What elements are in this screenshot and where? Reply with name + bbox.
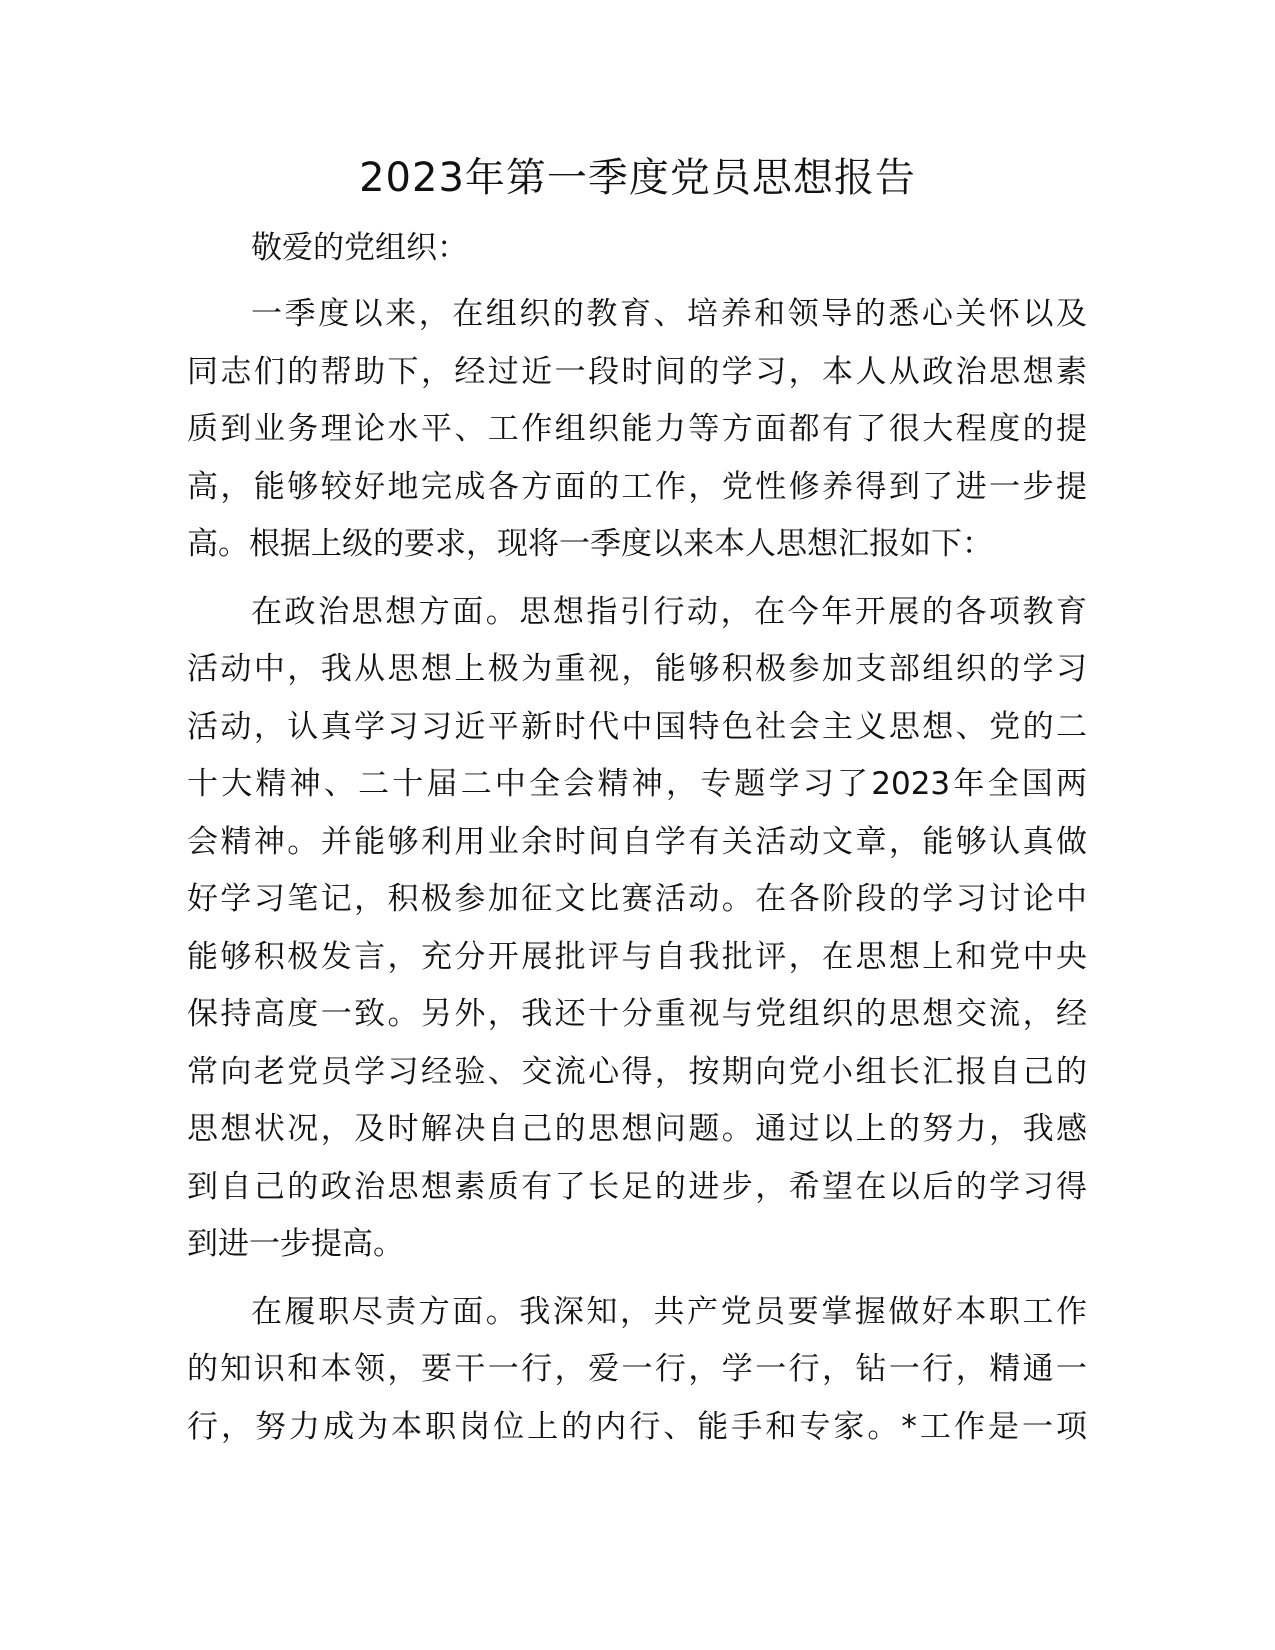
text-line: 在政治思想方面。思想指引行动，在今年开展的各项教育 [251, 593, 1087, 630]
text-line: 到自己的政治思想素质有了长足的进步，希望在以后的学习得 [187, 1168, 1087, 1205]
paragraph-intro [187, 286, 1087, 574]
text-line: 思想状况，及时解决自己的思想问题。通过以上的努力，我感 [187, 1111, 1087, 1147]
text-line: 能够积极发言，充分开展批评与自我批评，在思想上和党中央 [187, 938, 1087, 975]
text-line: 在履职尽责方面。我深知，共产党员要掌握做好本职工作 [251, 1293, 1087, 1330]
text-line: 行，努力成为本职岗位上的内行、能手和专家。*工作是一项 [187, 1408, 1087, 1445]
text-line: 好学习笔记，积极参加征文比赛活动。在各阶段的学习讨论中 [187, 881, 1087, 917]
text-line: 一季度以来，在组织的教育、培养和领导的悉心关怀以及 [251, 296, 1087, 332]
text-line: 活动，认真学习习近平新时代中国特色社会主义思想、党的二 [187, 708, 1087, 745]
text-line: 活动中，我从思想上极为重视，能够积极参加支部组织的学习 [187, 651, 1087, 687]
paragraph-political-thought [187, 584, 1087, 1274]
text-line: 高。根据上级的要求，现将一季度以来本人思想汇报如下： [187, 526, 993, 562]
document-title: 2023年第一季度党员思想报告 [359, 155, 916, 201]
document-body [187, 220, 1087, 1456]
salutation: 敬爱的党组织： [251, 230, 468, 266]
text-line: 十大精神、二十届二中全会精神，专题学习了2023年全国两 [187, 766, 1087, 802]
text-line: 保持高度一致。另外，我还十分重视与党组织的思想交流，经 [187, 996, 1087, 1032]
text-line: 会精神。并能够利用业余时间自学有关活动文章，能够认真做 [187, 823, 1087, 860]
text-line: 质到业务理论水平、工作组织能力等方面都有了很大程度的提 [187, 411, 1087, 447]
text-line: 高，能够较好地完成各方面的工作，党性修养得到了进一步提 [187, 468, 1087, 505]
text-line: 的知识和本领，要干一行，爱一行，学一行，钻一行，精通一 [187, 1351, 1087, 1387]
text-line: 到进一步提高。 [187, 1226, 404, 1262]
paragraph-duty-performance [187, 1284, 1087, 1457]
text-line: 常向老党员学习经验、交流心得，按期向党小组长汇报自己的 [187, 1053, 1087, 1090]
text-line: 同志们的帮助下，经过近一段时间的学习，本人从政治思想素 [187, 353, 1087, 390]
